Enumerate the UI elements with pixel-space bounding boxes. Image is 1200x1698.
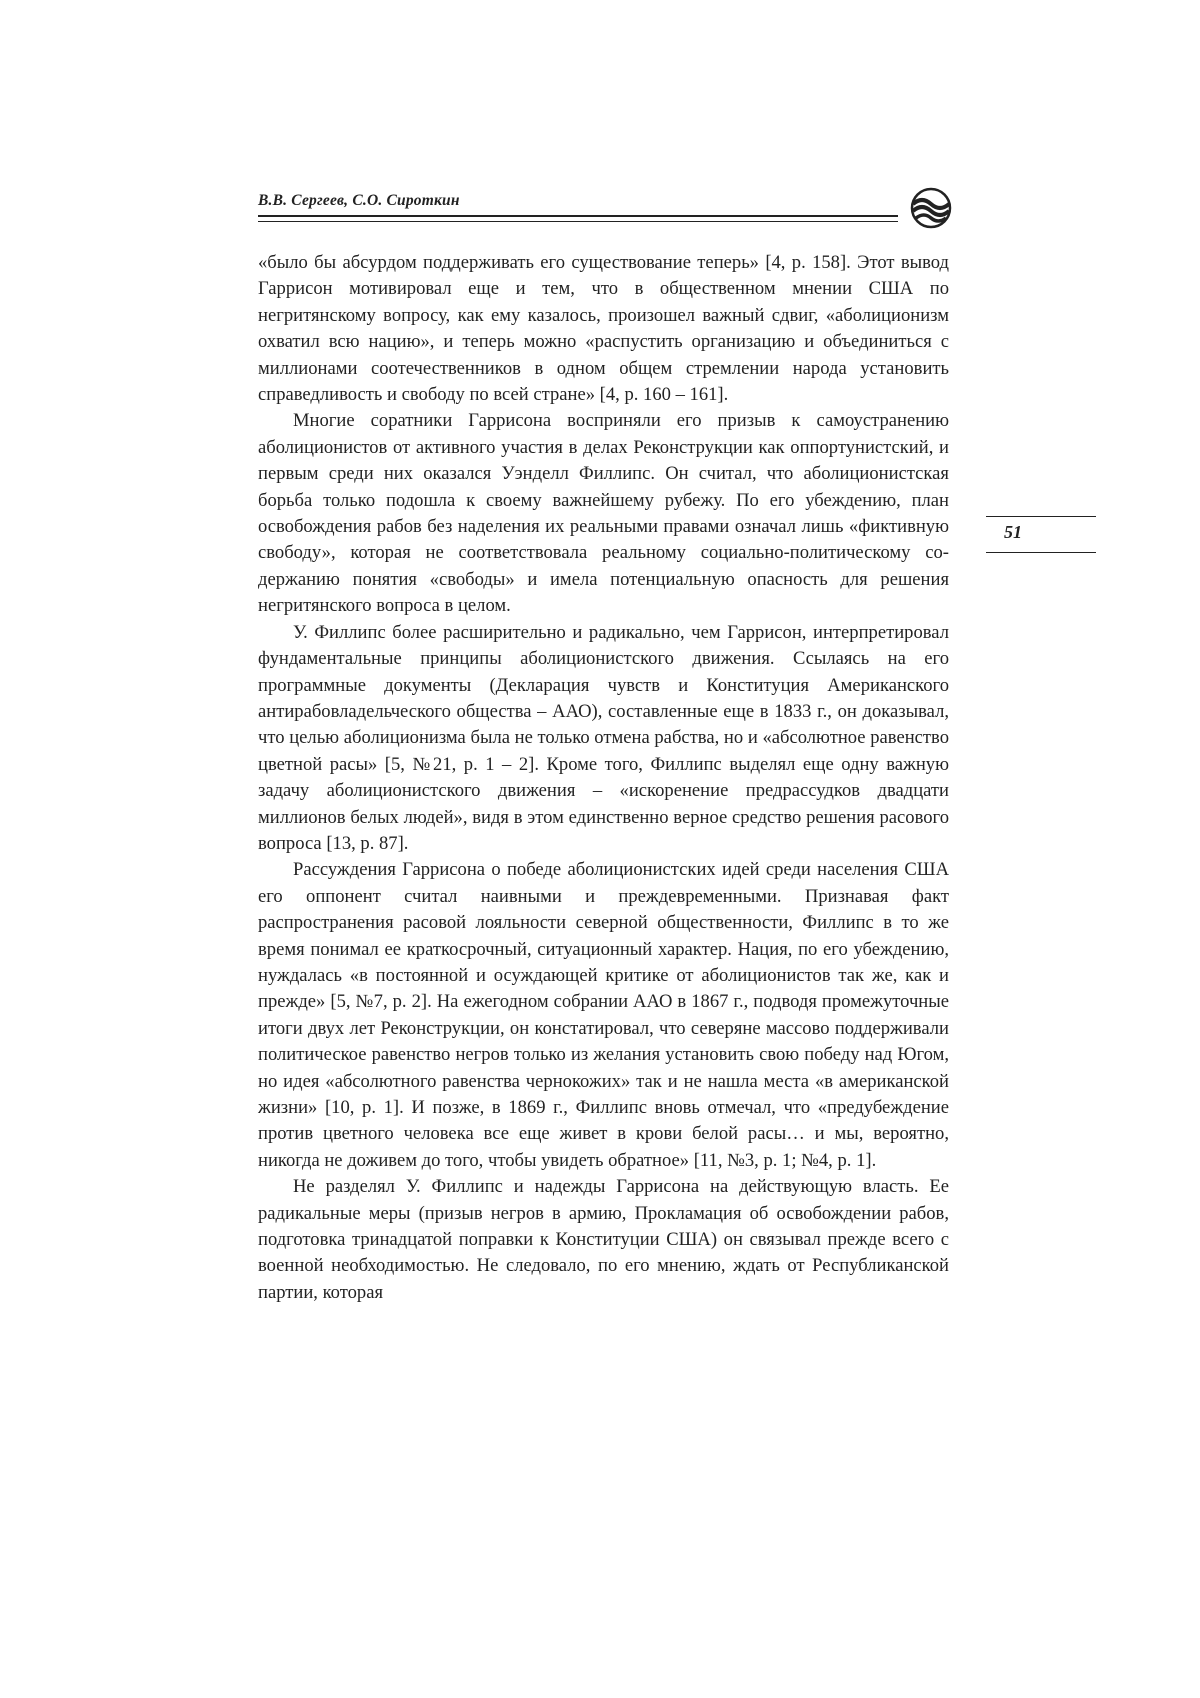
page-number-rule-bottom xyxy=(986,552,1096,553)
header-rule-thick xyxy=(258,215,898,217)
publisher-logo-icon xyxy=(906,186,956,230)
page-number-box xyxy=(986,516,1096,552)
body-text xyxy=(258,250,949,1306)
running-header xyxy=(258,186,958,230)
page-number: 51 xyxy=(1004,522,1022,542)
paragraph-2: Многие соратники Гаррисона восприняли его призыв к самоустранению аболиционистов от активного участия в делах Реконструкции как оппортунистский, и первым среди них оказался Уэнделл Филлипс. Он считал, что аболиционистская борьба только подошла к своему важнейшему рубежу. По его убеждению, план освобождения рабов без наделения их реальными правами означал лишь «фиктивную свободу», которая не соответствовала реальному социально-политическому содержанию понятия «свободы» и имела потенциальную опасность для решения негритянского вопроса в целом. xyxy=(258,410,949,617)
header-rule-thin xyxy=(258,221,898,222)
running-header-authors: В.В. Сергеев, С.О. Сироткин xyxy=(258,192,460,209)
paragraph-1: «было бы абсурдом поддерживать его существование теперь» [4, p. 158]. Этот вывод Гаррисон мотивировал еще и тем, что в общественном мнении США по негритянскому вопросу, как ему казалось, произошел важный сдвиг, «аболиционизм охватил всю нацию», и теперь можно «распустить организацию и объединиться с миллионами соотечественников в одном общем стремлении народа установить справедливость и свободу по всей стране» [4, p. 160 – 161]. xyxy=(258,252,949,406)
page-number-rule-top xyxy=(986,516,1096,517)
paragraph-5: Не разделял У. Филлипс и надежды Гаррисона на действующую власть. Ее радикальные меры (призыв негров в армию, Прокламация об освобождении рабов, подготовка тринадцатой поправки к Конституции США) он связывал прежде всего с военной необходимостью. Не следовало, по его мнению, ждать от Республиканской партии, которая xyxy=(258,1176,949,1303)
paragraph-4: Рассуждения Гаррисона о победе аболиционистских идей среди населения США его оппонент считал наивными и преждевременными. Признавая факт распространения расовой лояльности северной общественности, Филлипс в то же время понимал ее краткосрочный, ситуационный характер. Нация, по его убеждению, нуждалась «в постоянной и осуждающей критике от аболиционистов так же, как и прежде» [5, №7, p. 2]. На ежегодном собрании ААО в 1867 г., подводя промежуточные итоги двух лет Реконструкции, он констатировал, что северяне массово поддерживали политическое равенство негров только из желания установить свою победу над Югом, но идея «абсолютного равенства чернокожих» так и не нашла места «в американской жизни» [10, p. 1]. И позже, в 1869 г., Филлипс вновь отмечал, что «предубеждение против цветного человека все еще живет в крови белой расы… и мы, вероятно, никогда не доживем до того, чтобы увидеть обратное» [11, №3, p. 1; №4, p. 1]. xyxy=(258,859,949,1171)
paragraph-3: У. Филлипс более расширительно и радикально, чем Гаррисон, интерпретировал фундаментальные принципы аболиционистского движения. Ссылаясь на его программные документы (Декларация чувств и Конституция Американского антирабовладельческого общества – ААО), составленные еще в 1833 г., он доказывал, что целью аболиционизма была не только отмена рабства, но и «абсолютное равенство цветной расы» [5, №21, p. 1 – 2]. Кроме того, Филлипс выделял еще одну важную задачу аболиционистского движения – «искоренение предрассудков двадцати миллионов белых людей», видя в этом единственно верное средство решения расового вопроса [13, p. 87]. xyxy=(258,621,949,854)
